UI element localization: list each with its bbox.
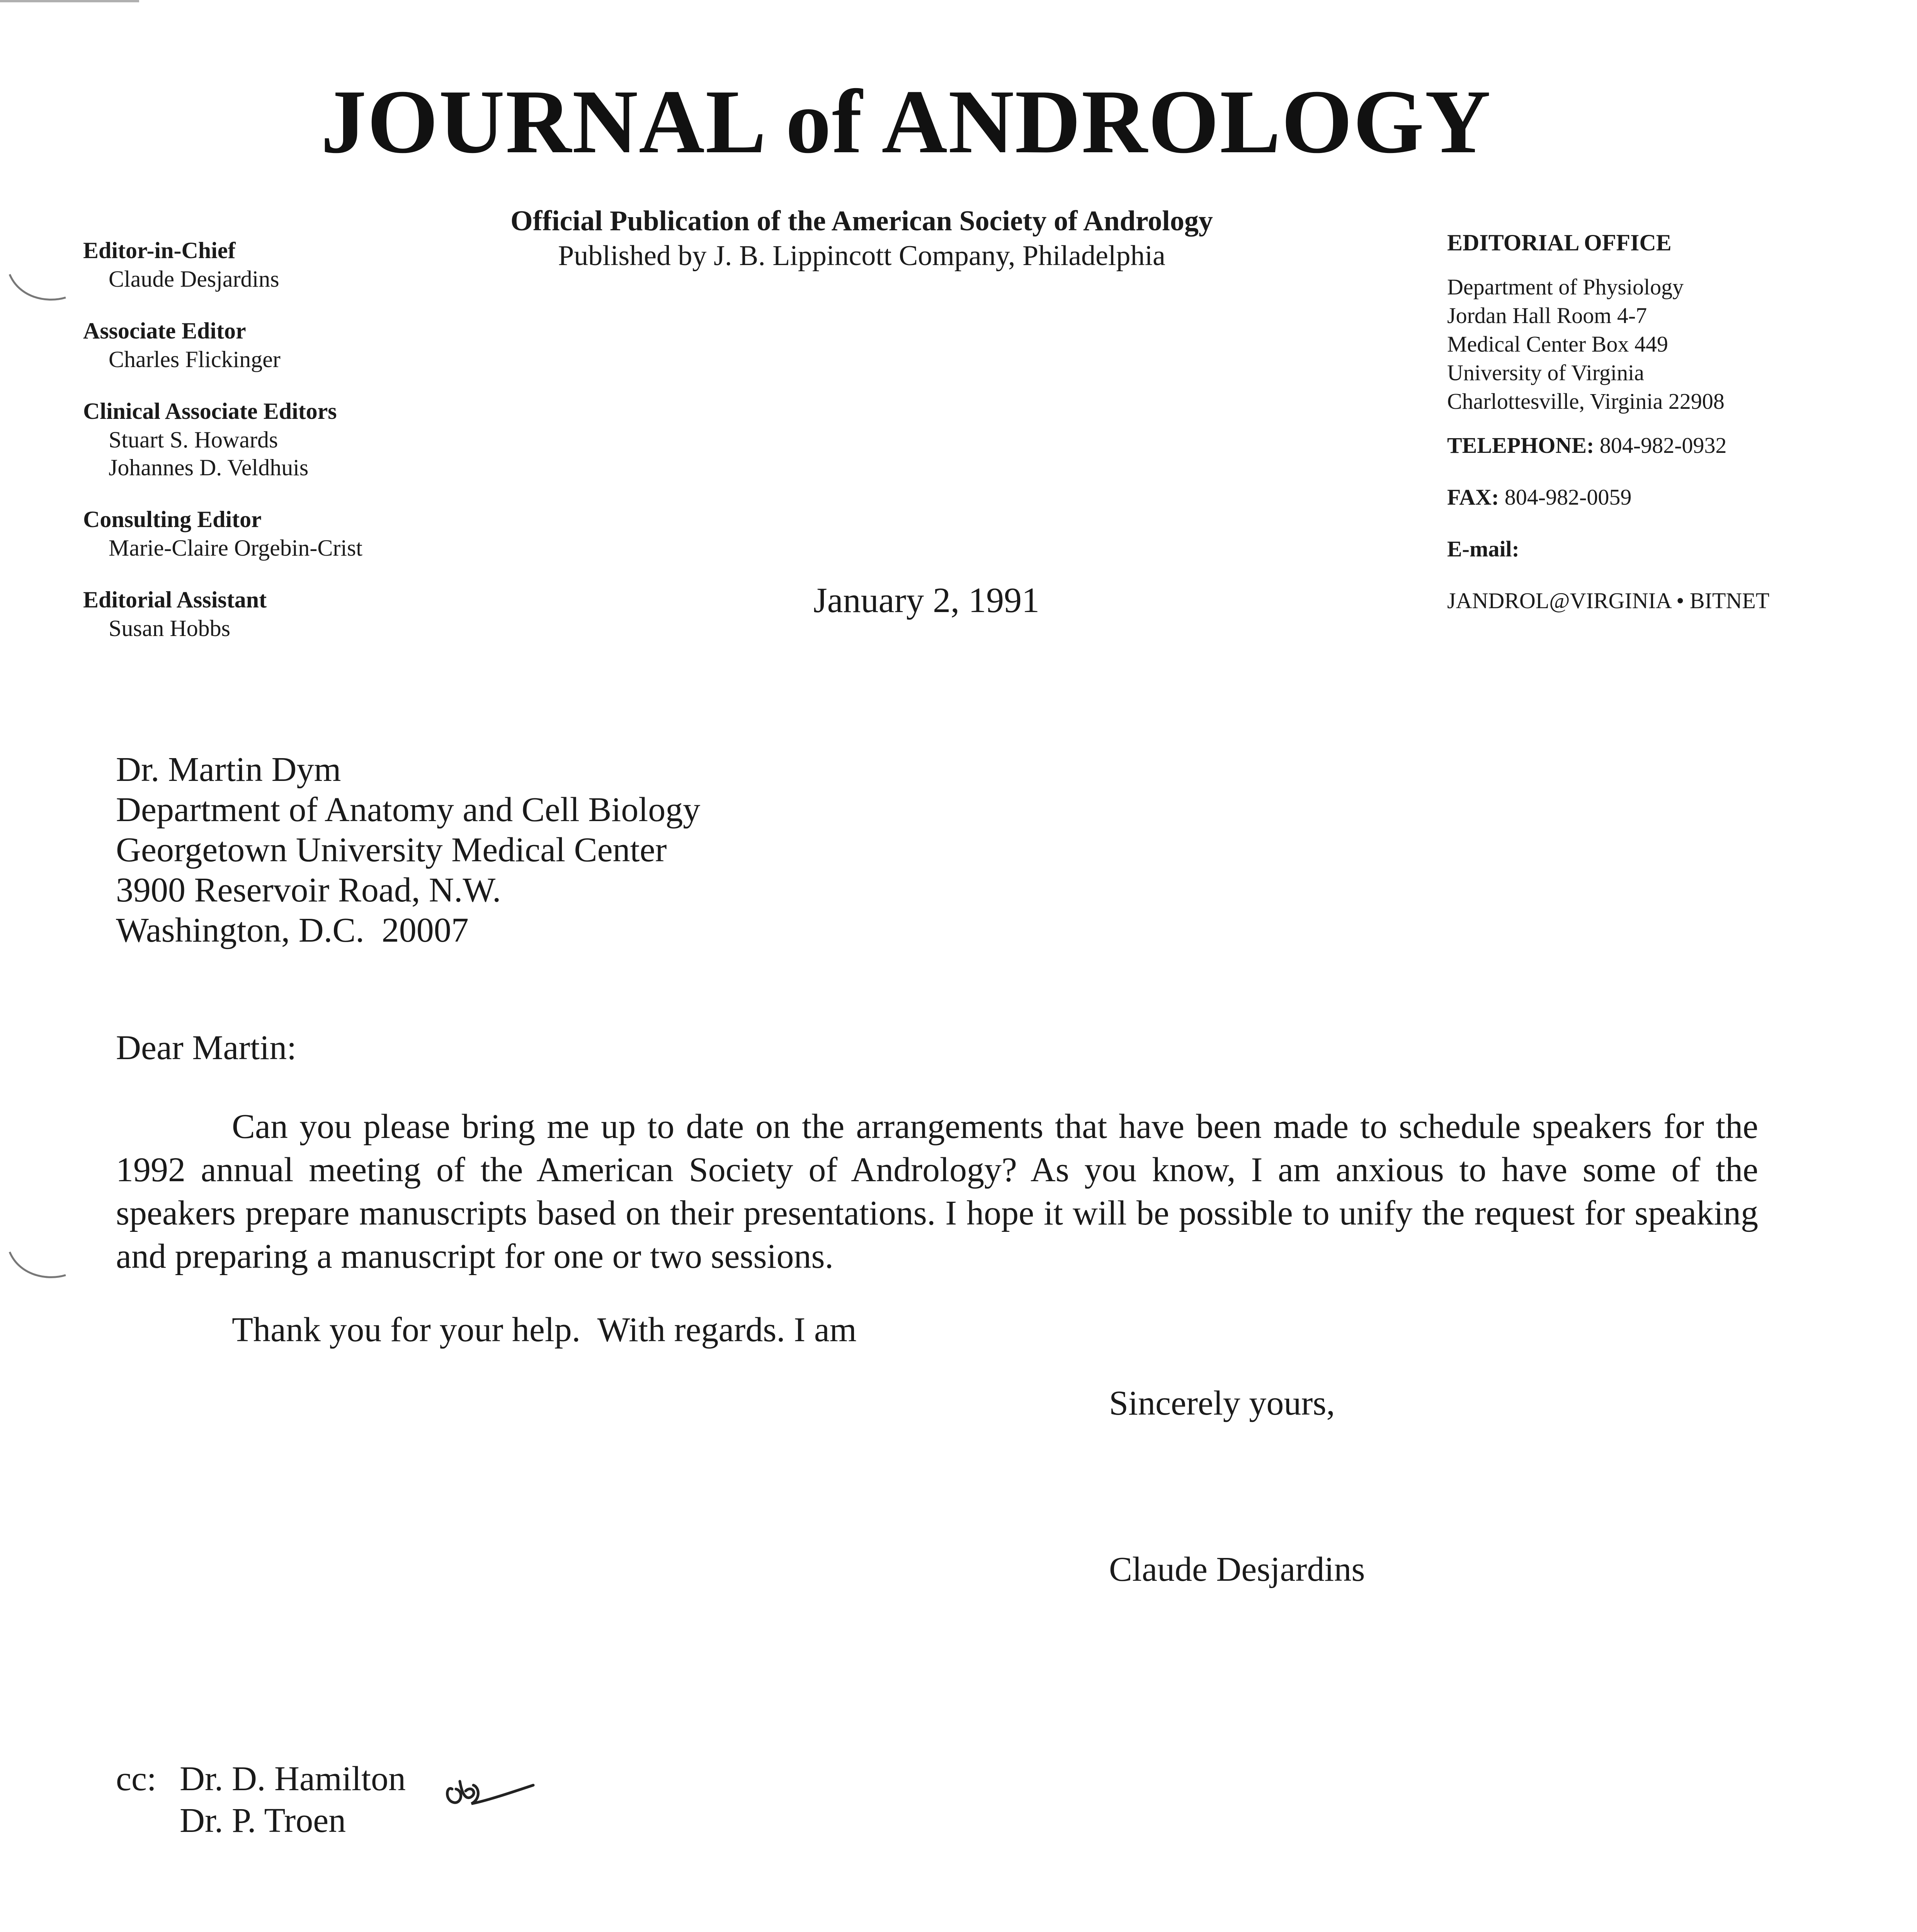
cc-row	[116, 1800, 406, 1842]
staff-group	[83, 505, 508, 562]
office-address-line: Department of Physiology	[1447, 274, 1684, 299]
letter-signer: Claude Desjardins	[1109, 1550, 1365, 1588]
office-address-line: Charlottesville, Virginia 22908	[1447, 389, 1725, 414]
office-address-line: University of Virginia	[1447, 360, 1644, 385]
editorial-staff-list	[83, 236, 508, 665]
cc-label: cc:	[116, 1760, 156, 1798]
cc-list	[116, 1758, 406, 1842]
staff-name: Charles Flickinger	[109, 347, 281, 372]
letter-date: January 2, 1991	[813, 580, 1040, 620]
office-email: JANDROL@VIRGINIA • BITNET	[1447, 588, 1770, 613]
staff-name: Claude Desjardins	[109, 266, 279, 292]
staff-name: Johannes D. Veldhuis	[109, 455, 309, 480]
staff-title: Clinical Associate Editors	[83, 398, 337, 424]
office-fax	[1447, 483, 1891, 512]
office-address	[1447, 273, 1891, 416]
office-telephone	[1447, 431, 1891, 460]
handwritten-initials-icon	[444, 1770, 537, 1816]
staff-group	[83, 316, 508, 373]
publication-line: Official Publication of the American Society of Andrology	[510, 205, 1213, 237]
journal-masthead: JOURNAL of ANDROLOGY	[321, 71, 1492, 172]
recipient-line: Dr. Martin Dym	[116, 750, 341, 789]
office-heading: EDITORIAL OFFICE	[1447, 230, 1672, 255]
publisher-line: Published by J. B. Lippincott Company, Philadelphia	[558, 240, 1165, 272]
staff-group	[83, 396, 508, 481]
punch-hole-mark-icon	[8, 270, 70, 305]
office-address-line: Jordan Hall Room 4-7	[1447, 303, 1647, 328]
punch-hole-mark-icon	[8, 1248, 70, 1283]
staff-name: Susan Hobbs	[109, 616, 231, 641]
recipient-address	[116, 750, 700, 951]
editorial-office-block	[1447, 228, 1891, 615]
telephone-number: 804-982-0932	[1599, 433, 1727, 458]
office-email-label	[1447, 535, 1891, 563]
fax-label: FAX:	[1447, 485, 1499, 510]
recipient-line: 3900 Reservoir Road, N.W.	[116, 871, 501, 909]
staff-name: Stuart S. Howards	[109, 427, 278, 452]
telephone-label: TELEPHONE:	[1447, 433, 1594, 458]
recipient-line: Department of Anatomy and Cell Biology	[116, 791, 701, 829]
staff-title: Editor-in-Chief	[83, 238, 236, 263]
recipient-line: Georgetown University Medical Center	[116, 831, 667, 869]
paragraph-text: Can you please bring me up to date on the arrangements that have been made to schedule speakers for the 1992 annual meeting of the American Society of Andrology? As you know, I am anxious to have some of the speakers prepare manuscripts based on their presentations. I hope it will be possible to unify the request for speaking and preparing a manuscript for one or two sessions.	[116, 1107, 1758, 1276]
scan-edge-line	[0, 0, 139, 2]
staff-title: Consulting Editor	[83, 507, 262, 532]
letter-salutation: Dear Martin:	[116, 1029, 297, 1067]
staff-group	[83, 236, 508, 293]
recipient-line: Washington, D.C. 20007	[116, 911, 469, 949]
staff-title: Editorial Assistant	[83, 587, 267, 612]
staff-name: Marie-Claire Orgebin-Crist	[109, 535, 363, 561]
email-label: E-mail:	[1447, 536, 1519, 561]
cc-name: Dr. P. Troen	[180, 1801, 346, 1840]
letter-paragraph: Thank you for your help. With regards. I am	[232, 1311, 857, 1349]
cc-name: Dr. D. Hamilton	[180, 1760, 406, 1798]
letter-closing: Sincerely yours,	[1109, 1384, 1335, 1422]
cc-row	[116, 1758, 406, 1800]
letter-paragraph	[116, 1105, 1758, 1278]
staff-group	[83, 585, 508, 642]
office-address-line: Medical Center Box 449	[1447, 332, 1668, 357]
fax-number: 804-982-0059	[1504, 485, 1632, 510]
staff-title: Associate Editor	[83, 318, 246, 344]
